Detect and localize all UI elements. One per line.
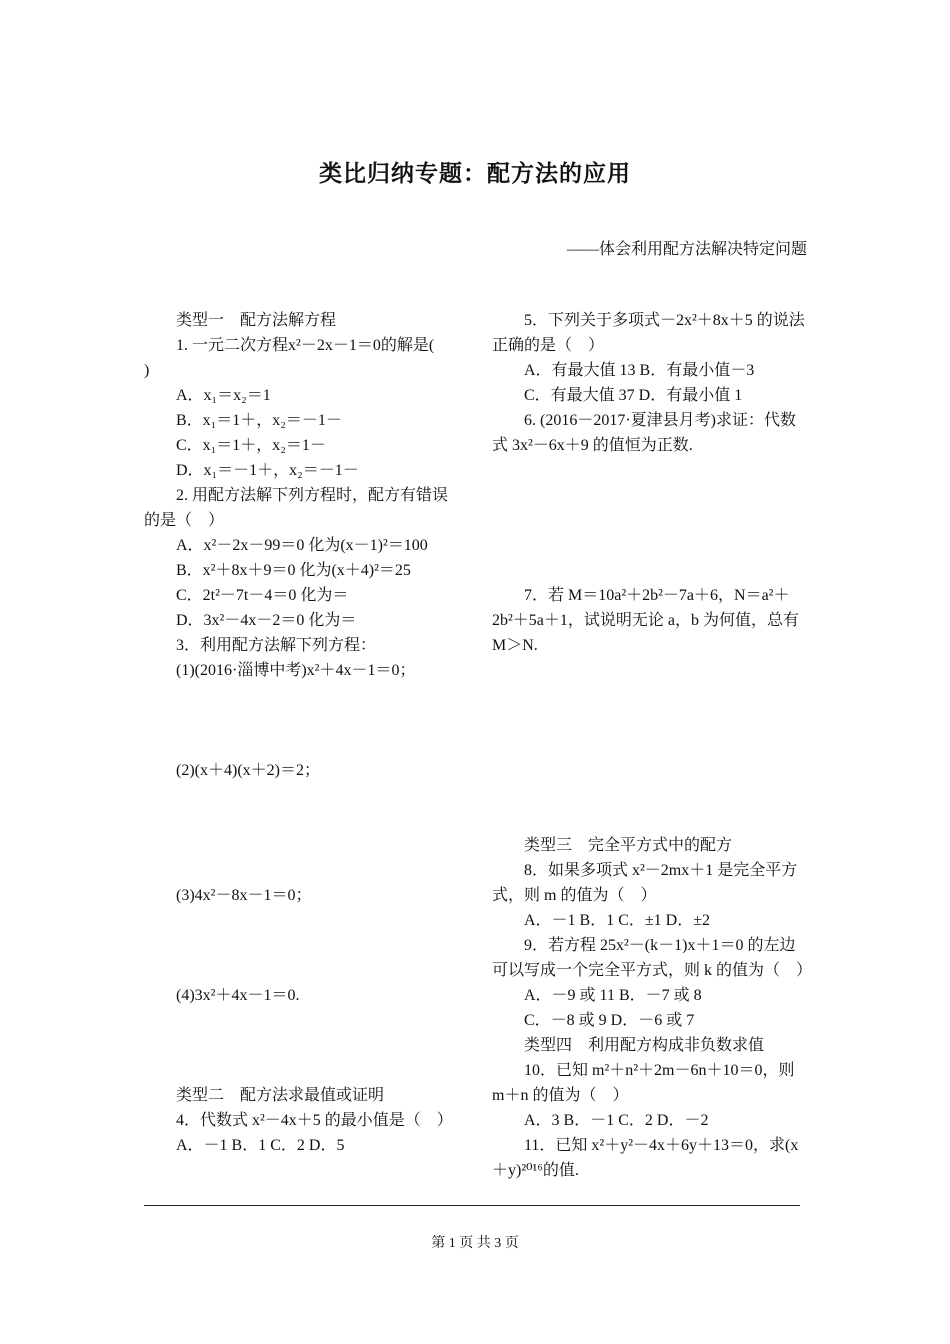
- q3-part-2: (2)(x＋4)(x＋2)＝2；: [176, 762, 320, 779]
- q1-option-d: D．x₁＝－1＋，x₂＝－1－: [176, 462, 359, 479]
- q1-stem: 1. 一元二次方程x²－2x－1＝0的解是(: [176, 337, 435, 354]
- q1-option-a: A．x₁＝x₂＝1: [176, 387, 271, 404]
- q1-option-b: B．x₁＝1＋，x₂＝－1－: [176, 412, 342, 429]
- q3-stem: 3．利用配方法解下列方程：: [176, 637, 377, 654]
- type1-heading: 类型一 配方法解方程: [176, 312, 337, 329]
- q3-part-1: (1)(2016·淄博中考)x²＋4x－1＝0；: [176, 662, 416, 679]
- q2-stem: 2. 用配方法解下列方程时，配方有错误的是（ ）: [144, 487, 449, 529]
- q7-stem: 7．若 M＝10a²＋2b²－7a＋6，N＝a²＋2b²＋5a＋1，试说明无论 a，b 为何值，总有 M＞N.: [492, 587, 800, 654]
- q3-part-4: (4)3x²＋4x－1＝0.: [176, 987, 300, 1004]
- q2-option-a: A．x²－2x－99＝0 化为(x－1)²＝100: [176, 537, 428, 554]
- q2-option-c: C．2t²－7t－4＝0 化为＝: [176, 587, 349, 604]
- page-title: 类比归纳专题：配方法的应用: [319, 161, 631, 187]
- right-column: [492, 308, 813, 1183]
- q1-option-c: C．x₁＝1＋，x₂＝1－: [176, 437, 326, 454]
- q6-stem: 6. (2016－2017·夏津县月考)求证：代数式 3x²－6x＋9 的值恒为正数.: [492, 412, 796, 454]
- q9-options-cd: C．－8 或 9 D．－6 或 7: [524, 1012, 695, 1029]
- q11-stem: 11．已知 x²＋y²－4x＋6y＋13＝0，求(x＋y)²⁰¹⁶的值.: [492, 1137, 799, 1179]
- q8-stem: 8．如果多项式 x²－2mx＋1 是完全平方式，则 m 的值为（ ）: [492, 862, 798, 904]
- q10-options: A．3 B．－1 C．2 D．－2: [524, 1112, 709, 1129]
- type3-heading: 类型三 完全平方式中的配方: [524, 837, 733, 854]
- q3-part-3: (3)4x²－8x－1＝0；: [176, 887, 312, 904]
- q5-stem: 5．下列关于多项式－2x²＋8x＋5 的说法正确的是（ ）: [492, 312, 805, 354]
- type2-heading: 类型二 配方法求最值或证明: [176, 1087, 385, 1104]
- q2-option-d: D．3x²－4x－2＝0 化为＝: [176, 612, 357, 629]
- q9-stem: 9．若方程 25x²－(k－1)x＋1＝0 的左边可以写成一个完全平方式，则 k 的值为（ ）: [492, 937, 813, 979]
- q1-paren: ): [144, 362, 150, 379]
- type4-heading: 类型四 利用配方构成非负数求值: [524, 1037, 765, 1054]
- page-subtitle: ——体会利用配方法解决特定问题: [566, 241, 807, 258]
- q8-options: A．－1 B．1 C．±1 D．±2: [524, 912, 711, 929]
- q4-stem: 4．代数式 x²－4x＋5 的最小值是（ ）: [176, 1112, 453, 1129]
- page-number: 第 1 页 共 3 页: [431, 1236, 519, 1251]
- q10-stem: 10．已知 m²＋n²＋2m－6n＋10＝0，则 m＋n 的值为（ ）: [492, 1062, 795, 1104]
- q4-options: A．－1 B．1 C．2 D．5: [176, 1137, 345, 1154]
- left-column: [144, 308, 460, 1158]
- q5-options-ab: A．有最大值 13 B．有最小值－3: [524, 362, 755, 379]
- q2-option-b: B．x²＋8x＋9＝0 化为(x＋4)²＝25: [176, 562, 411, 579]
- footer-divider: [144, 1205, 800, 1206]
- q9-options-ab: A．－9 或 11 B．－7 或 8: [524, 987, 702, 1004]
- q5-options-cd: C．有最大值 37 D．有最小值 1: [524, 387, 743, 404]
